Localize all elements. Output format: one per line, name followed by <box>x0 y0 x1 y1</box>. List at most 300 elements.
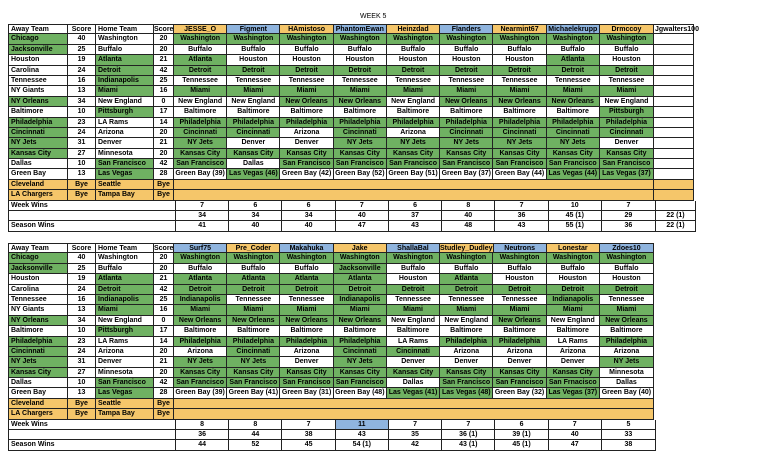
pick-cell: Houston <box>493 55 546 64</box>
pick-cell: NY Jets <box>174 357 227 366</box>
bye-label: Bye <box>68 399 96 409</box>
pick-cell: Green Bay (39) <box>174 388 227 397</box>
pick-cell: Las Vegas (37) <box>547 388 600 397</box>
pick-cell: Buffalo <box>227 45 280 54</box>
pick-cell: Detroit <box>174 285 227 294</box>
home-score: 21 <box>154 138 174 148</box>
game-row <box>8 347 656 357</box>
pick-cell: Arizona <box>547 347 600 356</box>
home-team: Pittsburgh <box>96 326 154 336</box>
pick-cells <box>174 138 654 148</box>
season-wins-value: 48 <box>442 221 495 230</box>
pick-cell: Buffalo <box>387 264 440 273</box>
total-extra: 22 (1) <box>656 211 696 221</box>
away-score: 23 <box>68 118 96 128</box>
pick-cell: Washington <box>600 34 653 43</box>
pick-cells <box>174 357 654 367</box>
home-score: 14 <box>154 337 174 347</box>
pick-cell: Houston <box>547 274 600 283</box>
home-score: 42 <box>154 159 174 169</box>
pick-cell: LA Rams <box>387 337 440 346</box>
pick-cell: Green Bay (48) <box>334 388 387 397</box>
pick-cell: Kansas City <box>493 368 546 377</box>
totals-row <box>8 430 656 440</box>
game-row <box>8 76 696 86</box>
extra-pick <box>654 55 694 65</box>
pick-cell: Detroit <box>387 66 440 75</box>
pick-cell: Philadelphia <box>547 118 600 127</box>
player-name: HAmistoso <box>280 25 333 33</box>
pick-cell: Detroit <box>440 285 493 294</box>
pick-cell: Detroit <box>600 66 653 75</box>
pick-cells <box>174 76 654 86</box>
pick-cell: Green Bay (44) <box>493 169 546 178</box>
totals-values <box>176 211 656 221</box>
home-team: Denver <box>96 138 154 148</box>
pick-cell: Washington <box>280 34 333 43</box>
pick-cell: Philadelphia <box>334 337 387 346</box>
away-score: 10 <box>68 378 96 388</box>
player-headers <box>174 24 654 34</box>
pick-cell: Miami <box>174 305 227 314</box>
player-name: Heinzdad <box>387 25 440 33</box>
pick-cell: San Francisco <box>334 378 387 387</box>
away-team: Green Bay <box>8 169 68 179</box>
pick-cell: Philadelphia <box>227 337 280 346</box>
home-team: New England <box>96 97 154 107</box>
pick-cell: Baltimore <box>547 107 600 116</box>
pick-cell: Detroit <box>227 66 280 75</box>
pick-cell: New Orleans <box>547 97 600 106</box>
pick-cells <box>174 274 654 284</box>
score-header: Score <box>154 26 174 33</box>
pick-cell: Las Vegas (48) <box>440 388 493 397</box>
bye-row <box>8 409 656 419</box>
pick-cell: Pittsburgh <box>600 107 653 116</box>
home-score: 25 <box>154 76 174 86</box>
away-score: 13 <box>68 388 96 398</box>
player-name: Lonestar <box>547 244 600 252</box>
away-score: 19 <box>68 55 96 65</box>
pick-cell: Arizona <box>174 347 227 356</box>
pick-cell: NY Jets <box>600 357 653 366</box>
bye-team: Seattle <box>96 399 154 409</box>
pick-cells <box>174 149 654 159</box>
pick-cell: Miami <box>387 86 440 95</box>
away-team: Cincinnati <box>8 128 68 138</box>
total-value: 33 <box>602 430 655 439</box>
pick-cell: Buffalo <box>280 45 333 54</box>
pick-cell: New England <box>387 316 440 325</box>
game-row <box>8 118 696 128</box>
pick-cell: Detroit <box>440 66 493 75</box>
home-score: 14 <box>154 118 174 128</box>
pick-cell: New Orleans <box>334 97 387 106</box>
pick-cell: NY Jets <box>334 357 387 366</box>
bye-fill <box>174 190 654 200</box>
home-team: Denver <box>96 357 154 367</box>
home-score: 25 <box>154 295 174 305</box>
season-wins-value: 45 <box>282 440 335 449</box>
home-score: 21 <box>154 357 174 367</box>
player-name: Jake <box>334 244 387 252</box>
pick-cell: Kansas City <box>440 368 493 377</box>
pick-cell: Kansas City <box>280 368 333 377</box>
player-name: PhantomEwan <box>334 25 387 33</box>
bye-team: Seattle <box>96 180 154 190</box>
pick-cell: Arizona <box>600 347 653 356</box>
week-wins-values <box>176 420 656 430</box>
pick-cell: Miami <box>600 305 653 314</box>
pick-cell: Houston <box>280 55 333 64</box>
pick-cell: Baltimore <box>440 107 493 116</box>
home-score: 20 <box>154 253 174 263</box>
pick-cell: Denver <box>440 357 493 366</box>
away-score: 40 <box>68 34 96 44</box>
pick-cells <box>174 295 654 305</box>
home-team: Pittsburgh <box>96 107 154 117</box>
pick-cell: Tennessee <box>174 76 227 85</box>
bye-row <box>8 180 696 190</box>
pick-cell: Philadelphia <box>334 118 387 127</box>
bye-team: LA Chargers <box>8 409 68 419</box>
pick-cells <box>174 305 654 315</box>
game-row <box>8 285 656 295</box>
bye-team: Cleveland <box>8 180 68 190</box>
pick-cells <box>174 326 654 336</box>
pick-cell: Tennessee <box>334 76 387 85</box>
home-team: Minnesota <box>96 149 154 159</box>
pick-cell: Philadelphia <box>280 118 333 127</box>
game-row <box>8 264 656 274</box>
season-wins-value: 43 <box>389 221 442 230</box>
pick-cell: Atlanta <box>174 274 227 283</box>
pick-cell: Buffalo <box>493 45 546 54</box>
pick-cell: Arizona <box>440 347 493 356</box>
pick-cells <box>174 107 654 117</box>
home-team: Minnesota <box>96 368 154 378</box>
player-name: Studley_Dudley <box>440 245 493 252</box>
home-score: 21 <box>154 55 174 65</box>
pick-cell: NY Jets <box>334 138 387 147</box>
away-team: Baltimore <box>8 107 68 117</box>
pick-cell: Miami <box>547 305 600 314</box>
home-score: 20 <box>154 34 174 44</box>
season-wins-value: 44 <box>176 440 229 449</box>
pick-cell: NY Jets <box>547 138 600 147</box>
away-score: 31 <box>68 138 96 148</box>
totals-row <box>8 211 696 221</box>
player-headers <box>174 243 654 253</box>
pick-cell: Baltimore <box>387 326 440 335</box>
pick-cell: Miami <box>227 305 280 314</box>
away-team: Philadelphia <box>8 118 68 128</box>
pick-cell: Cincinnati <box>547 128 600 137</box>
pick-cells <box>174 97 654 107</box>
week-wins-value: 11 <box>336 420 389 429</box>
away-score: 10 <box>68 159 96 169</box>
pick-cell: New Orleans <box>440 97 493 106</box>
total-value: 43 <box>336 430 389 439</box>
game-row <box>8 253 656 263</box>
home-score: 20 <box>154 264 174 274</box>
bye-label: Bye <box>154 180 174 190</box>
pick-cell: Houston <box>440 55 493 64</box>
game-row <box>8 97 696 107</box>
pick-cell: Denver <box>600 138 653 147</box>
pick-cell: Dallas <box>387 378 440 387</box>
home-score: 0 <box>154 97 174 107</box>
season-wins-value: 41 <box>176 221 229 230</box>
week-wins-values <box>176 201 656 211</box>
away-team: Green Bay <box>8 388 68 398</box>
home-team: Indianapolis <box>96 76 154 86</box>
home-score: 42 <box>154 285 174 295</box>
away-team: Jacksonville <box>8 45 68 55</box>
away-score: 19 <box>68 274 96 284</box>
home-score: 20 <box>154 368 174 378</box>
pick-cells <box>174 159 654 169</box>
pick-cell: NY Jets <box>440 138 493 147</box>
home-score: 20 <box>154 347 174 357</box>
pick-cell: Washington <box>547 253 600 262</box>
away-score: 24 <box>68 347 96 357</box>
pick-cell: Detroit <box>493 285 546 294</box>
pick-cell: New England <box>227 97 280 106</box>
season-wins-value: 42 <box>389 440 442 449</box>
home-team: Arizona <box>96 128 154 138</box>
bye-row <box>8 399 656 409</box>
pick-cell: Miami <box>174 86 227 95</box>
season-wins-value: 55 (1) <box>549 221 602 230</box>
home-score: 17 <box>154 326 174 336</box>
away-team: Baltimore <box>8 326 68 336</box>
pick-cell: San Francisco <box>227 378 280 387</box>
pick-cell: New England <box>440 316 493 325</box>
pick-cell: Washington <box>280 253 333 262</box>
bye-team: LA Chargers <box>8 190 68 200</box>
home-score: 20 <box>154 149 174 159</box>
pick-cell: Indianapolis <box>547 295 600 304</box>
pick-cell: Cincinnati <box>334 128 387 137</box>
away-score: 40 <box>68 253 96 263</box>
extra-pick <box>654 97 694 107</box>
home-team-header: Home Team <box>96 24 154 34</box>
pick-cell: Washington <box>547 34 600 43</box>
pick-cell: San Francisco <box>547 159 600 168</box>
pick-cells <box>174 264 654 274</box>
home-score: 28 <box>154 388 174 398</box>
game-row <box>8 388 656 398</box>
pick-cell: Baltimore <box>493 107 546 116</box>
bye-label: Bye <box>68 180 96 190</box>
pick-cell: Washington <box>174 34 227 43</box>
season-wins-label: Season Wins <box>8 440 176 450</box>
pick-cell: Buffalo <box>547 264 600 273</box>
pick-cell: Baltimore <box>334 107 387 116</box>
pick-cell: Buffalo <box>600 45 653 54</box>
pick-cell: Washington <box>440 253 493 262</box>
away-team: NY Orleans <box>8 316 68 326</box>
pick-cell: Tennessee <box>600 295 653 304</box>
home-score: 42 <box>154 66 174 76</box>
season-wins-value: 52 <box>229 440 282 449</box>
away-score: 24 <box>68 285 96 295</box>
pick-cell: Baltimore <box>174 107 227 116</box>
pick-cells <box>174 45 654 55</box>
pick-cell: Denver <box>227 138 280 147</box>
pick-cell: Detroit <box>334 66 387 75</box>
home-score: 28 <box>154 169 174 179</box>
home-team: San Francisco <box>96 378 154 388</box>
season-wins-values <box>176 440 656 450</box>
pick-cell: San Francisco <box>387 159 440 168</box>
pick-cell: Green Bay (41) <box>227 388 280 397</box>
pick-cell: Washington <box>600 253 653 262</box>
away-team: Kansas City <box>8 149 68 159</box>
pick-table-1 <box>8 24 699 232</box>
pick-cell: New England <box>600 97 653 106</box>
home-score: 20 <box>154 45 174 55</box>
game-row <box>8 274 656 284</box>
extra-pick <box>654 128 694 138</box>
home-team: San Francisco <box>96 159 154 169</box>
player-name: Zdoes10 <box>600 244 653 252</box>
pick-cell: Houston <box>600 274 653 283</box>
bye-label: Bye <box>68 409 96 419</box>
pick-cell: Tennessee <box>280 76 333 85</box>
pick-cell: Baltimore <box>493 326 546 335</box>
pick-cell: Detroit <box>547 285 600 294</box>
season-wins-value: 40 <box>282 221 335 230</box>
pick-cell: Cincinnati <box>493 128 546 137</box>
pick-cell: Kansas City <box>547 368 600 377</box>
week-wins-value: 7 <box>495 201 548 210</box>
player-name: ShallaBal <box>387 244 440 252</box>
away-team: NY Jets <box>8 357 68 367</box>
away-team: Tennessee <box>8 295 68 305</box>
away-score: 24 <box>68 128 96 138</box>
season-wins-values <box>176 221 656 231</box>
week-wins-value: 7 <box>549 420 602 429</box>
pick-cell: Philadelphia <box>174 118 227 127</box>
week-wins-value: 7 <box>336 201 389 210</box>
season-wins-label: Season Wins <box>8 221 176 231</box>
pick-cell: Detroit <box>227 285 280 294</box>
pick-cell: Philadelphia <box>174 337 227 346</box>
total-value: 40 <box>336 211 389 220</box>
season-wins-value: 45 (1) <box>495 440 548 449</box>
total-value: 38 <box>282 430 335 439</box>
pick-cell: Detroit <box>547 66 600 75</box>
pick-cell: Miami <box>387 305 440 314</box>
pick-cell: Las Vegas (46) <box>227 169 280 178</box>
week-wins-value: 7 <box>389 420 442 429</box>
pick-table-2 <box>8 243 656 451</box>
pick-cell: Atlanta <box>440 274 493 283</box>
total-value: 36 <box>176 430 229 439</box>
pick-cell: Kansas City <box>547 149 600 158</box>
pick-cell: Tennessee <box>547 76 600 85</box>
game-row <box>8 169 696 179</box>
pick-cell: Baltimore <box>600 326 653 335</box>
away-score: 16 <box>68 295 96 305</box>
pick-cell: Philadelphia <box>493 118 546 127</box>
game-row <box>8 138 696 148</box>
pick-cell: Las Vegas (37) <box>600 169 653 178</box>
pick-cell: Miami <box>600 86 653 95</box>
pick-cell: New England <box>387 97 440 106</box>
pick-cell: Green Bay (40) <box>601 389 652 397</box>
home-team: Washington <box>96 34 154 44</box>
bye-label: Bye <box>68 190 96 200</box>
pick-cell: NY Jets <box>387 138 440 147</box>
pick-cell: New Orleans <box>174 316 227 325</box>
game-row <box>8 45 696 55</box>
game-row <box>8 295 656 305</box>
pick-cell: Miami <box>493 305 546 314</box>
pick-cell: Buffalo <box>174 264 227 273</box>
away-team-header: Away Team <box>8 24 68 34</box>
game-row <box>8 305 656 315</box>
player-name: JESSE_O <box>174 25 227 33</box>
pick-cell: Jacksonville <box>334 264 387 273</box>
pick-cell: New Orleans <box>493 97 546 106</box>
week-wins-label: Week Wins <box>8 201 176 211</box>
pick-cell: Washington <box>440 34 493 43</box>
away-score: 25 <box>68 264 96 274</box>
total-value: 36 <box>495 211 548 220</box>
pick-cells <box>174 316 654 326</box>
game-row <box>8 55 696 65</box>
pick-cell: Philadelphia <box>440 118 493 127</box>
pick-cell: Buffalo <box>174 45 227 54</box>
week-wins-value: 8 <box>442 201 495 210</box>
extra-pick <box>654 159 694 169</box>
extra-pick <box>654 169 694 179</box>
pick-cell: Cincinnati <box>600 128 653 137</box>
pick-cell: Indianapolis <box>174 295 227 304</box>
home-team: Detroit <box>96 285 154 295</box>
home-team: Buffalo <box>96 264 154 274</box>
week-wins-value: 7 <box>282 420 335 429</box>
pick-cell: Tennessee <box>493 76 546 85</box>
away-score: 24 <box>68 66 96 76</box>
bye-label: Bye <box>154 190 174 200</box>
pick-cell: San Francisco <box>174 378 227 387</box>
score-header: Score <box>68 243 96 253</box>
week-wins-label: Week Wins <box>8 420 176 430</box>
pick-cell: Green Bay (51) <box>387 169 440 178</box>
extra-pick <box>654 86 694 96</box>
pick-cell: NY Jets <box>493 138 546 147</box>
away-team-header: Away Team <box>8 243 68 253</box>
pick-cell: San Francisco <box>493 159 546 168</box>
pick-cell: Buffalo <box>440 264 493 273</box>
pick-cells <box>174 66 654 76</box>
bye-team: Tampa Bay <box>96 409 154 419</box>
player-name: Makahuka <box>280 244 333 252</box>
home-team: Miami <box>96 305 154 315</box>
pick-cell: Baltimore <box>334 326 387 335</box>
away-score: 13 <box>68 305 96 315</box>
home-team: Atlanta <box>96 55 154 65</box>
pick-cell: Philadelphia <box>493 337 546 346</box>
week-wins-value: 8 <box>229 420 282 429</box>
extra-pick <box>654 138 694 148</box>
bye-fill <box>174 399 654 409</box>
pick-cell: Miami <box>547 86 600 95</box>
